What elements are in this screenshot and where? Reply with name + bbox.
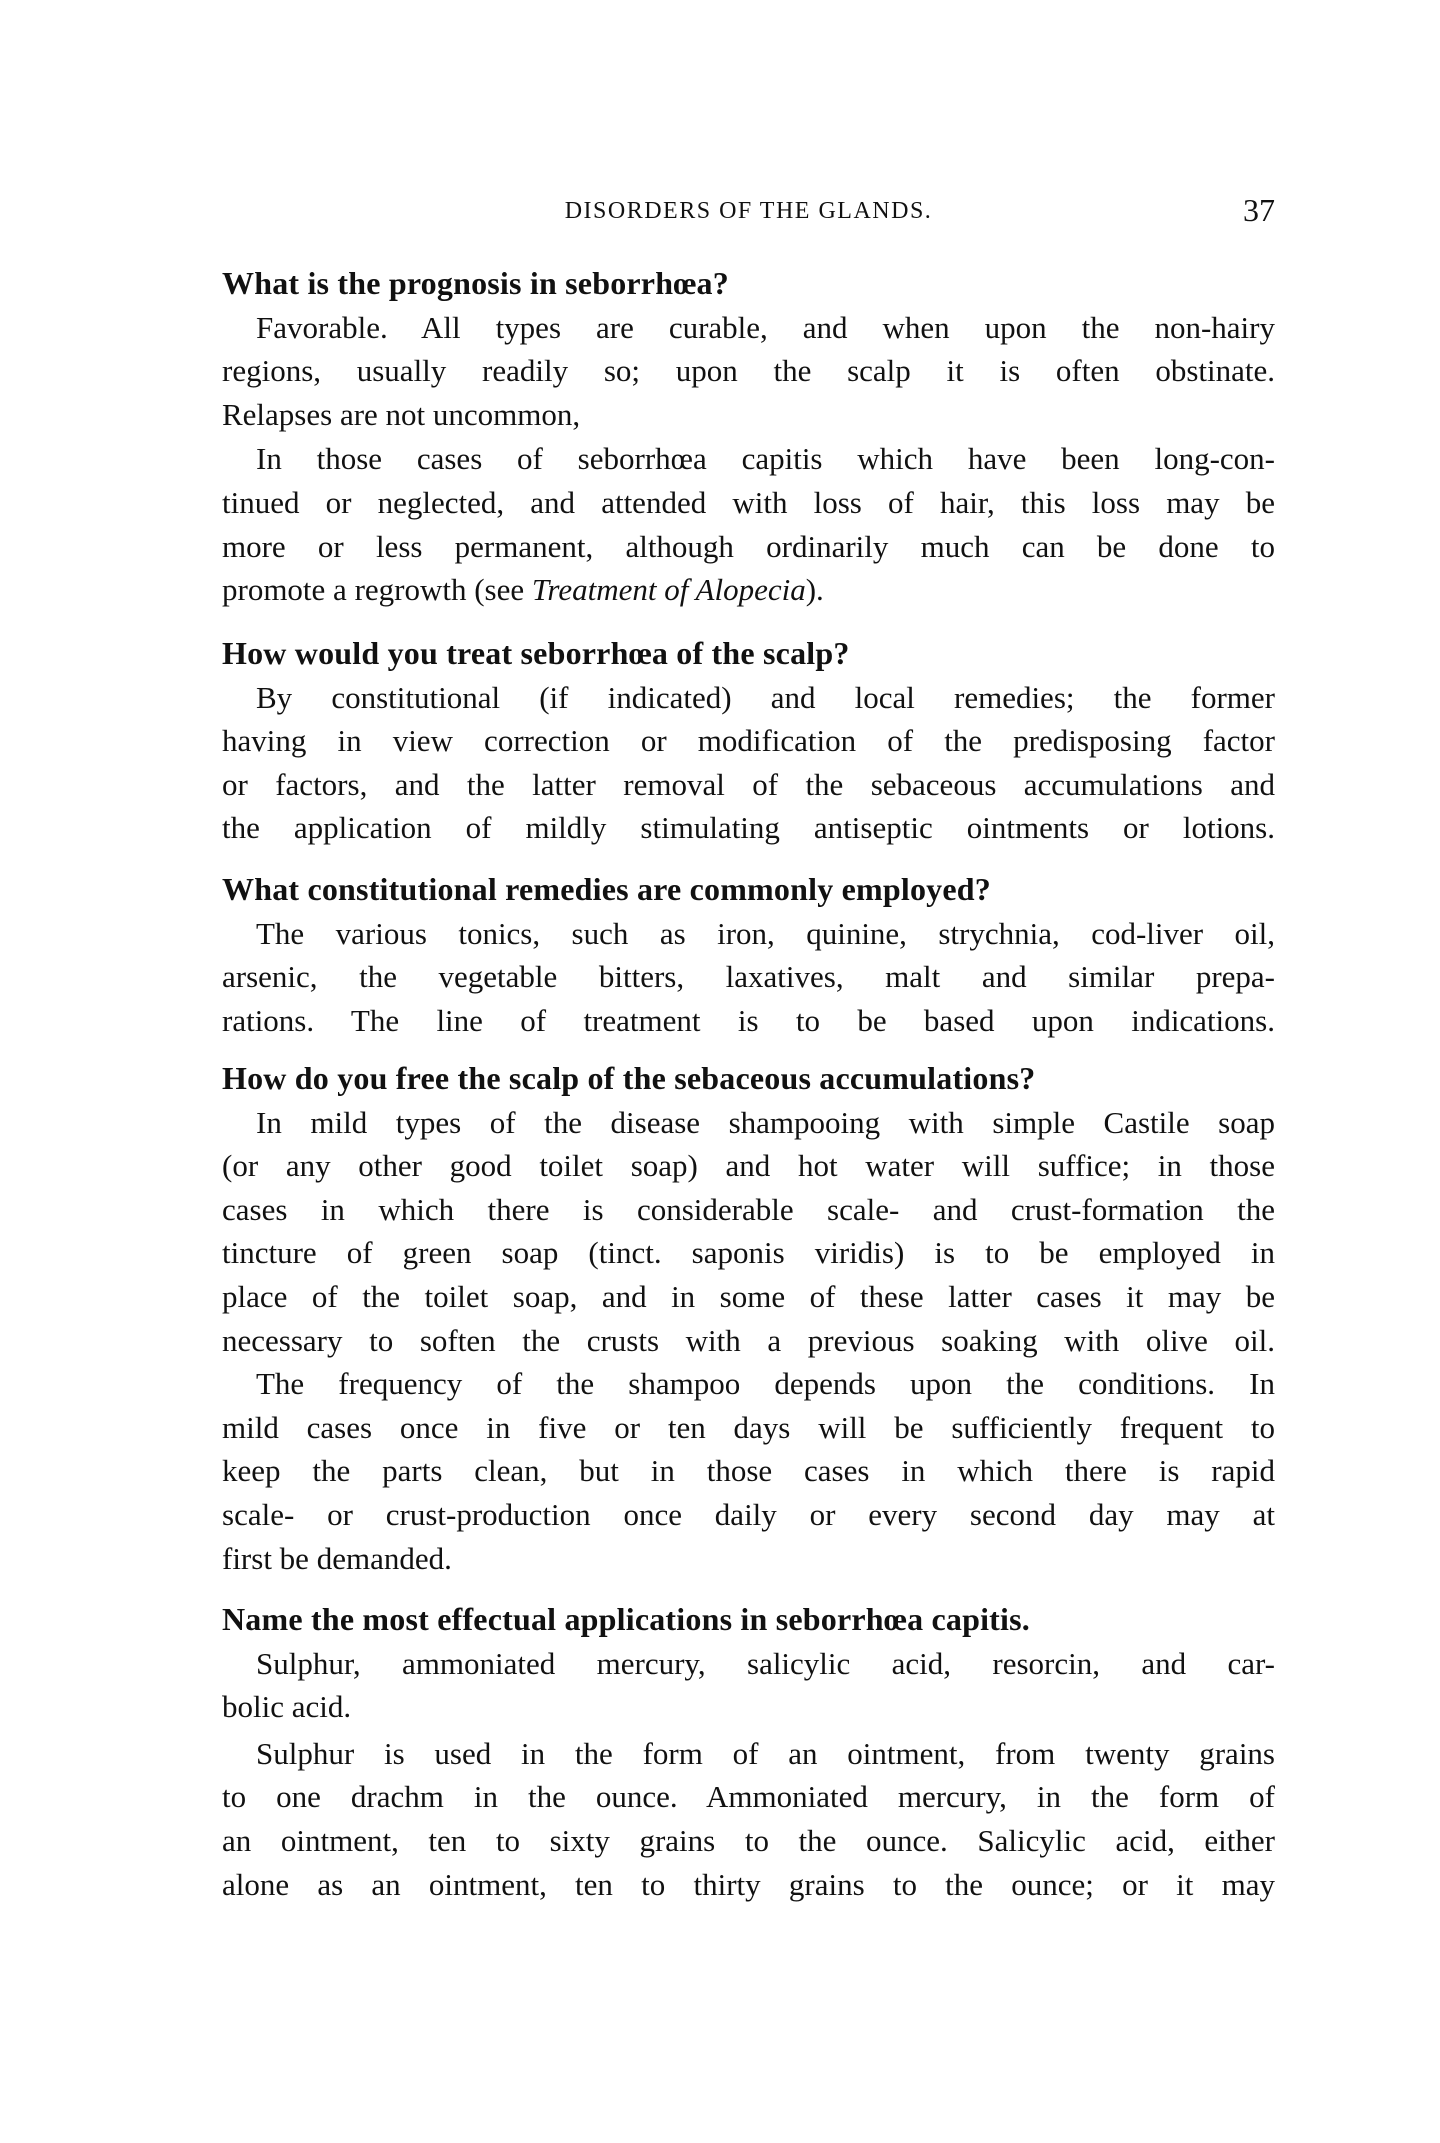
text-line: tincture of green soap (tinct. saponis viridis) is to be employed in [222,1235,1275,1271]
text-line: cases in which there is considerable scale- and crust-formation the [222,1191,1275,1227]
answer-paragraph [222,912,1275,1043]
text-line: scale- or crust-production once daily or every second day may at [222,1496,1275,1532]
section-constitutional-remedies [222,868,1275,1042]
text-line: alone as an ointment, ten to thirty grains to the ounce; or it may [222,1866,1275,1902]
question-heading: How do you free the scalp of the sebaceous accumulations? [222,1060,1036,1096]
text-line: having in view correction or modification of the predisposing factor [222,723,1275,759]
text-line: the application of mildly stimulating antiseptic ointments or lotions. [222,810,1275,846]
answer-paragraph [222,1101,1275,1363]
running-head [222,192,1275,232]
text-line: an ointment, ten to sixty grains to the ounce. Salicylic acid, either [222,1822,1275,1858]
text-line: By constitutional (if indicated) and local remedies; the former [256,679,1275,715]
text-line: Sulphur, ammoniated mercury, salicylic acid, resorcin, and car- [256,1645,1275,1681]
text-line: mild cases once in five or ten days will be sufficiently frequent to [222,1409,1275,1445]
cross-reference: Treatment of Alopecia [531,572,806,608]
answer-paragraph [222,306,1275,437]
text-line: In those cases of seborrhœa capitis which have been long-con- [256,441,1275,477]
page-number: 37 [1243,192,1275,228]
text-line: more or less permanent, although ordinarily much can be done to [222,528,1275,564]
answer-paragraph [222,676,1275,850]
text-line: Relapses are not uncommon, [222,396,581,432]
text-line: keep the parts clean, but in those cases in which there is rapid [222,1453,1275,1489]
section-treat-scalp [222,632,1275,850]
text-line [222,568,1275,612]
running-head-title: DISORDERS OF THE GLANDS. [564,198,933,224]
text-line: tinued or neglected, and attended with loss of hair, this loss may be [222,484,1275,520]
question-heading: What is the prognosis in seborrhœa? [222,265,729,301]
text-line: Sulphur is used in the form of an ointment, from twenty grains [256,1735,1275,1771]
text-line: The frequency of the shampoo depends upon the conditions. In [256,1366,1275,1402]
text-line: necessary to soften the crusts with a previous soaking with olive oil. [222,1322,1275,1358]
text-fragment: ). [805,572,824,608]
section-sebaceous-accumulations [222,1057,1275,1580]
text-line: place of the toilet soap, and in some of these latter cases it may be [222,1278,1275,1314]
text-line: first be demanded. [222,1540,452,1576]
text-line: (or any other good toilet soap) and hot water will suffice; in those [222,1148,1275,1184]
section-prognosis [222,262,1275,612]
question-heading: How would you treat seborrhœa of the scalp? [222,635,850,671]
answer-paragraph [222,1642,1275,1729]
text-fragment: promote a regrowth (see [222,572,532,608]
text-line: In mild types of the disease shampooing with simple Castile soap [256,1104,1275,1140]
text-line: bolic acid. [222,1689,352,1725]
text-line: The various tonics, such as iron, quinine, strychnia, cod-liver oil, [256,915,1275,951]
text-line: Favorable. All types are curable, and when upon the non-hairy [256,309,1275,345]
text-line: regions, usually readily so; upon the scalp it is often obstinate. [222,353,1275,389]
text-line: rations. The line of treatment is to be based upon indications. [222,1002,1275,1038]
question-heading: What constitutional remedies are commonly employed? [222,871,991,907]
section-effectual-applications [222,1598,1275,1906]
answer-paragraph [222,437,1275,611]
answer-paragraph [222,1362,1275,1580]
text-line: arsenic, the vegetable bitters, laxatives, malt and similar prepa- [222,959,1275,995]
text-line: to one drachm in the ounce. Ammoniated mercury, in the form of [222,1779,1275,1815]
answer-paragraph [222,1732,1275,1906]
question-heading: Name the most effectual applications in seborrhœa capitis. [222,1601,1030,1637]
text-line: or factors, and the latter removal of the sebaceous accumulations and [222,766,1275,802]
